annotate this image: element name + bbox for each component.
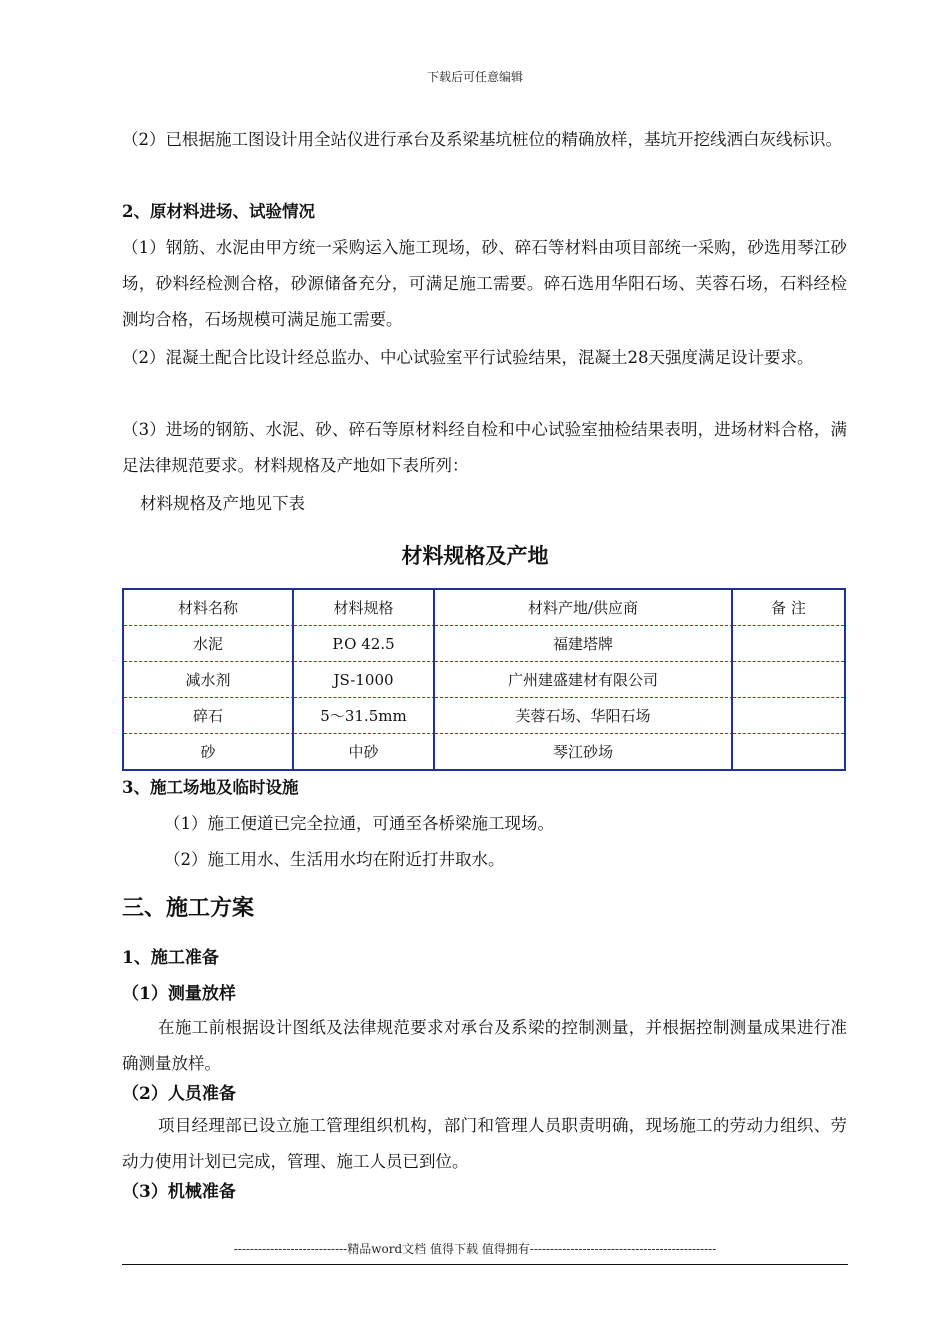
table-row xyxy=(124,662,844,698)
table-caption: 材料规格及产地 xyxy=(401,543,549,568)
materials-table xyxy=(122,588,846,771)
paragraph-access-road: （1）施工便道已完全拉通，可通至各桥梁施工现场。 xyxy=(164,814,554,833)
table-cell: 减水剂 xyxy=(124,662,294,698)
table-cell: 芙蓉石场、华阳石场 xyxy=(435,698,733,734)
table-cell xyxy=(733,734,844,769)
table-cell: 琴江砂场 xyxy=(435,734,733,769)
header-cell-name: 材料名称 xyxy=(124,590,294,626)
table-cell: 砂 xyxy=(124,734,294,769)
paragraph-table-intro: 材料规格及产地见下表 xyxy=(140,494,305,513)
table-cell: JS-1000 xyxy=(294,662,435,698)
section-2-heading: 2、原材料进场、试验情况 xyxy=(122,202,315,221)
table-cell: 水泥 xyxy=(124,626,294,662)
subsection-1-2-heading: （2）人员准备 xyxy=(122,1084,236,1104)
page-header: 下载后可任意编辑 xyxy=(426,70,523,84)
subsection-1-1-heading: （1）测量放样 xyxy=(122,984,236,1004)
paragraph-stakeout: （2）已根据施工图设计用全站仪进行承台及系梁基坑桩位的精确放样，基坑开挖线洒白灰线标识。 xyxy=(122,130,842,149)
subsection-1-3-heading: （3）机械准备 xyxy=(122,1182,236,1202)
paragraph-concrete-mix: （2）混凝土配合比设计经总监办、中心试验室平行试验结果，混凝土28天强度满足设计要求。 xyxy=(122,348,814,367)
table-cell: 碎石 xyxy=(124,698,294,734)
paragraph-materials-procurement: （1）钢筋、水泥由甲方统一采购运入施工现场，砂、碎石等材料由项目部统一采购，砂选用琴江砂场，砂料经检测合格，砂源储备充分，可满足施工需要。碎石选用华阳石场、芙蓉石场，石料经检测均合格，石场规模可满足施工需要。 xyxy=(122,238,847,329)
table-cell xyxy=(733,662,844,698)
table-header-row xyxy=(124,590,844,626)
chapter-3-heading: 三、施工方案 xyxy=(122,895,255,921)
table-cell: 5～31.5mm xyxy=(294,698,435,734)
table-row xyxy=(124,626,844,662)
paragraph-water-supply: （2）施工用水、生活用水均在附近打井取水。 xyxy=(164,850,505,869)
table-cell: P.O 42.5 xyxy=(294,626,435,662)
table-row xyxy=(124,734,844,769)
paragraph-personnel: 项目经理部已设立施工管理组织机构，部门和管理人员职责明确，现场施工的劳动力组织、劳动力使用计划已完成，管理、施工人员已到位。 xyxy=(122,1116,847,1171)
table-cell xyxy=(733,698,844,734)
footer-divider xyxy=(122,1264,848,1265)
table-cell: 广州建盛建材有限公司 xyxy=(435,662,733,698)
header-cell-remark: 备 注 xyxy=(733,590,844,626)
table-cell: 福建塔牌 xyxy=(435,626,733,662)
paragraph-material-inspection: （3）进场的钢筋、水泥、砂、碎石等原材料经自检和中心试验室抽检结果表明，进场材料合格，满足法律规范要求。材料规格及产地如下表所列： xyxy=(122,420,847,475)
table-row xyxy=(124,698,844,734)
paragraph-survey: 在施工前根据设计图纸及法律规范要求对承台及系梁的控制测量，并根据控制测量成果进行准确测量放样。 xyxy=(122,1018,847,1073)
table-cell xyxy=(733,626,844,662)
header-cell-origin: 材料产地/供应商 xyxy=(435,590,733,626)
table-cell: 中砂 xyxy=(294,734,435,769)
header-cell-spec: 材料规格 xyxy=(294,590,435,626)
section-3-heading: 3、施工场地及临时设施 xyxy=(122,778,299,797)
page-footer: ----------------------------精品word文档 值得下载 值得拥有---------------------------------------------- xyxy=(233,1242,717,1256)
subsection-1-heading: 1、施工准备 xyxy=(122,948,219,968)
